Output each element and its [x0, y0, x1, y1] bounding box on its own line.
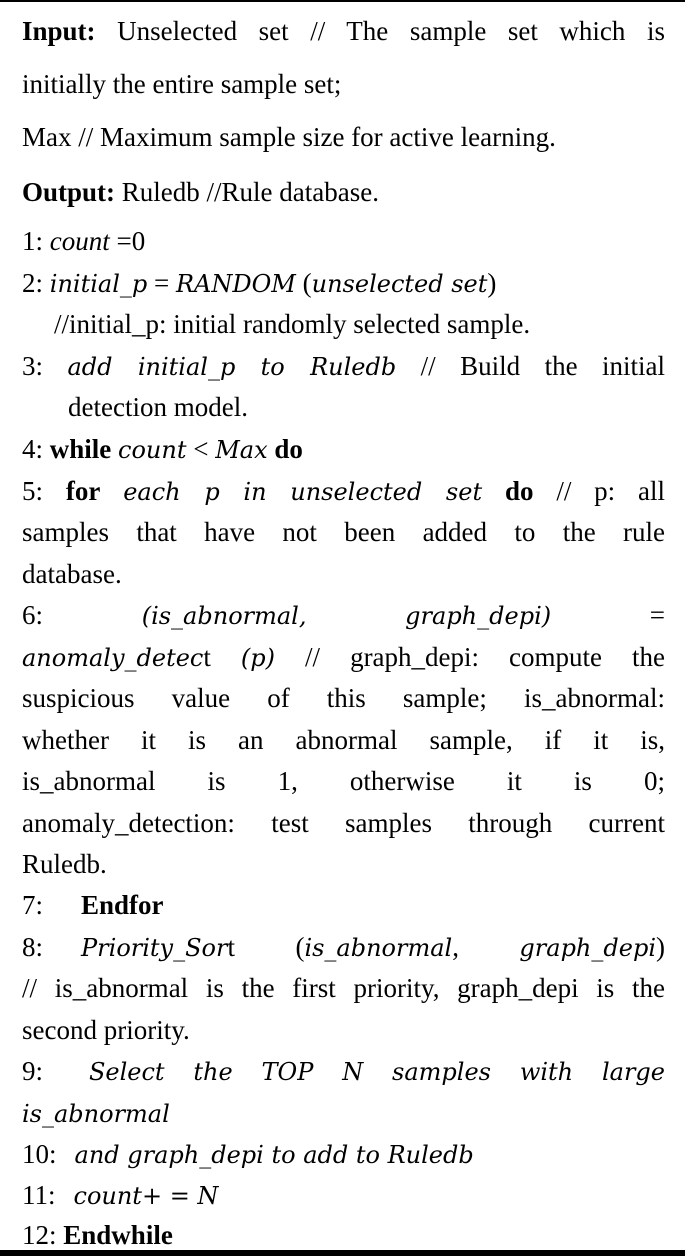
step-10: [22, 1137, 665, 1172]
step-10-code: and graph_depi to add to Ruledb: [74, 1141, 474, 1169]
step-6-tuple-b: graph_depi): [405, 602, 552, 630]
step-12-num: 12:: [22, 1220, 57, 1250]
step-12: [22, 1218, 665, 1252]
step-12-endwhile: Endwhile: [63, 1220, 173, 1250]
step-1-num: 1:: [22, 226, 44, 256]
step-5-line-2: samples that have not been added to the rule: [22, 517, 665, 547]
step-7: [22, 888, 665, 922]
step-4-num: 4:: [22, 434, 44, 464]
step-11-code-a: count: [73, 1182, 142, 1210]
step-9: [22, 1054, 665, 1089]
step-9-line-2: is_abnormal: [22, 1100, 170, 1128]
step-3-comment-a: // Build the initial: [420, 351, 666, 381]
bottom-rule: [0, 1250, 685, 1256]
step-4-cond-a: count: [118, 436, 187, 464]
output-label: Output:: [22, 177, 116, 207]
input-max-line: Max // Maximum sample size for active learning.: [22, 122, 556, 152]
step-4-cond-b: Max: [215, 436, 268, 464]
step-6-fn-b: t: [203, 642, 211, 672]
step-6-fn-a: anomaly_detec: [22, 644, 204, 672]
step-8-num: 8:: [22, 932, 44, 962]
step-3-code: add initial_p to Ruledb: [67, 353, 397, 381]
step-3-num: 3:: [22, 351, 44, 381]
step-1: [22, 224, 665, 258]
step-6-line-2: suspicious value of this sample; is_abnormal:: [22, 683, 665, 713]
step-4-lt: <: [193, 434, 209, 464]
step-6-line-6: Ruledb.: [22, 849, 107, 879]
step-5-line-3: database.: [22, 559, 122, 589]
step-5-num: 5:: [22, 476, 44, 506]
input-label: Input:: [22, 16, 96, 46]
step-2-comment: //initial_p: initial randomly selected sample.: [54, 309, 531, 339]
step-1-var: count: [49, 226, 110, 256]
step-1-rest: =0: [116, 226, 146, 256]
step-9-num: 9:: [22, 1056, 44, 1086]
input-line-1: [22, 14, 665, 48]
step-10-num: 10:: [22, 1139, 57, 1169]
input-line-2: initially the entire sample set;: [22, 69, 342, 99]
step-6-arg: (p): [240, 644, 276, 672]
step-3-comment-b: detection model.: [68, 392, 248, 422]
step-5-do: do: [504, 476, 534, 506]
output-line: [22, 175, 665, 209]
step-6-tuple-a: (is_abnormal,: [141, 602, 307, 630]
step-6-eq: =: [649, 600, 666, 630]
step-4-do: do: [274, 434, 303, 464]
step-7-endfor: Endfor: [81, 890, 164, 920]
step-11-code-b: + = N: [141, 1182, 219, 1210]
step-6-line-5: anomaly_detection: test samples through current: [22, 808, 665, 838]
step-4: [22, 432, 665, 467]
step-2-lhs: initial_p: [49, 270, 148, 298]
step-5-comment-a: // p: all: [556, 476, 666, 506]
top-rule: [0, 0, 685, 2]
step-8: 8: Priority_Sort (is_abnormal, graph_depi): [22, 932, 665, 962]
step-8-fn-b: t: [227, 932, 235, 962]
step-8-arg-b: graph_depi: [519, 934, 656, 962]
step-7-num: 7:: [22, 890, 44, 920]
step-3: [22, 349, 665, 384]
step-9-code: Select the TOP N samples with large: [88, 1058, 665, 1086]
step-6-num: 6:: [22, 600, 44, 630]
step-8-arg-a: is_abnormal: [304, 934, 453, 962]
step-2: 2: initial_p = RANDOM (unselected set): [22, 268, 497, 298]
step-6-line-4: is_abnormal is 1, otherwise it is 0;: [22, 766, 665, 796]
step-2-eq: =: [154, 268, 170, 298]
step-8-line-3: second priority.: [22, 1015, 190, 1045]
step-5: [22, 474, 665, 509]
step-5-code: each p in unselected set: [123, 478, 483, 506]
step-6-comment-a: // graph_depi: compute the: [305, 642, 666, 672]
step-2-num: 2:: [22, 268, 44, 298]
step-9-line-2-wrap: [22, 1096, 665, 1131]
step-6-line-3: whether it is an abnormal sample, if it is,: [22, 725, 665, 755]
step-6: [22, 598, 665, 633]
output-text: Ruledb //Rule database.: [121, 177, 379, 207]
step-2-arg: unselected set: [311, 270, 488, 298]
step-11-num: 11:: [22, 1180, 56, 1210]
step-5-for: for: [65, 476, 101, 506]
step-4-while: while: [49, 434, 112, 464]
step-11: [22, 1178, 665, 1213]
step-6-line-1b: [22, 640, 665, 675]
step-2-fn: RANDOM: [175, 270, 296, 298]
step-8-fn-a: Priority_Sor: [81, 934, 228, 962]
input-unselected-text: Unselected set // The sample set which is: [117, 16, 665, 46]
step-8-line-2: // is_abnormal is the first priority, graph_depi is the: [22, 973, 665, 1003]
